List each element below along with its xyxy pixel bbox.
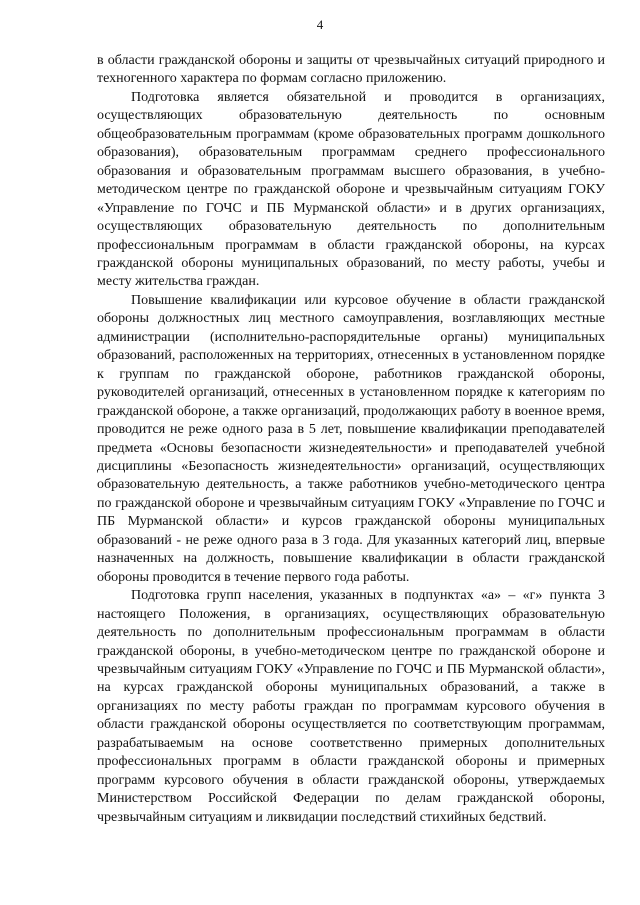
paragraph-continuation: в области гражданской обороны и защиты от чрезвычайных ситуаций природного и техногенного характера по формам согласно приложению. xyxy=(97,53,605,87)
paragraph-population-groups: Подготовка групп населения, указанных в подпунктах «а» – «г» пункта 3 настоящего Положения, в организациях, осуществляющих образовательную деятельность по дополнительным профессиональным программам в области гражданской обороны, в учебно-методическом центре по гражданской обороне и чрезвычайным ситуациям ГОКУ «Управление по ГОЧС и ПБ Мурманской области», на курсах гражданской обороны муниципальных образований, а также в организациях по месту работы граждан по программам курсового обучения в области гражданской обороны осуществляется по соответствующим программам, разрабатываемым на основе соответственно примерных дополнительных профессиональных программ в области гражданской обороны и примерных программ курсового обучения в области гражданской обороны, утверждаемых Министерством Российской Федерации по делам гражданской обороны, чрезвычайным ситуациям и ликвидации последствий стихийных бедствий. xyxy=(97,588,605,825)
page-number: 4 xyxy=(316,17,324,32)
paragraph-qualification: Повышение квалификации или курсовое обучение в области гражданской обороны должностных лиц местного самоуправления, возглавляющих местные администрации (исполнительно-распорядительные органы) муниципальных образований, расположенных на территориях, отнесенных в установленном порядке к группам по гражданской обороне, работников гражданской обороны, руководителей организаций, отнесенных в установленном порядке к категориям по гражданской обороне, а также организаций, продолжающих работу в военное время, проводится не реже одного раза в 5 лет, повышение квалификации преподавателей предмета «Основы безопасности жизнедеятельности» и преподавателей учебной дисциплины «Безопасность жизнедеятельности» организаций, осуществляющих образовательную деятельность, а также работников учебно-методического центра по гражданской обороне и чрезвычайным ситуациям ГОКУ «Управление по ГОЧС и ПБ Мурманской области» и курсов гражданской обороны муниципальных образований - не реже одного раза в 3 года. Для указанных категорий лиц, впервые назначенных на должность, повышение квалификации в области гражданской обороны проводится в течение первого года работы. xyxy=(97,292,605,585)
paragraph-training-obligatory: Подготовка является обязательной и проводится в организациях, осуществляющих образовательную деятельность по основным общеобразовательным программам (кроме образовательных программ дошкольного образования), образовательным программам среднего профессионального образования и образовательным программам высшего образования, в учебно-методическом центре по гражданской обороне и чрезвычайным ситуациям ГОКУ «Управление по ГОЧС и ПБ Мурманской области» и в других организациях, осуществляющих образовательную деятельность по дополнительным профессиональным программам в области гражданской обороны, на курсах гражданской обороны муниципальных образований, по месту работы, учебы и месту жительства граждан. xyxy=(97,89,605,290)
document-body xyxy=(97,52,605,827)
